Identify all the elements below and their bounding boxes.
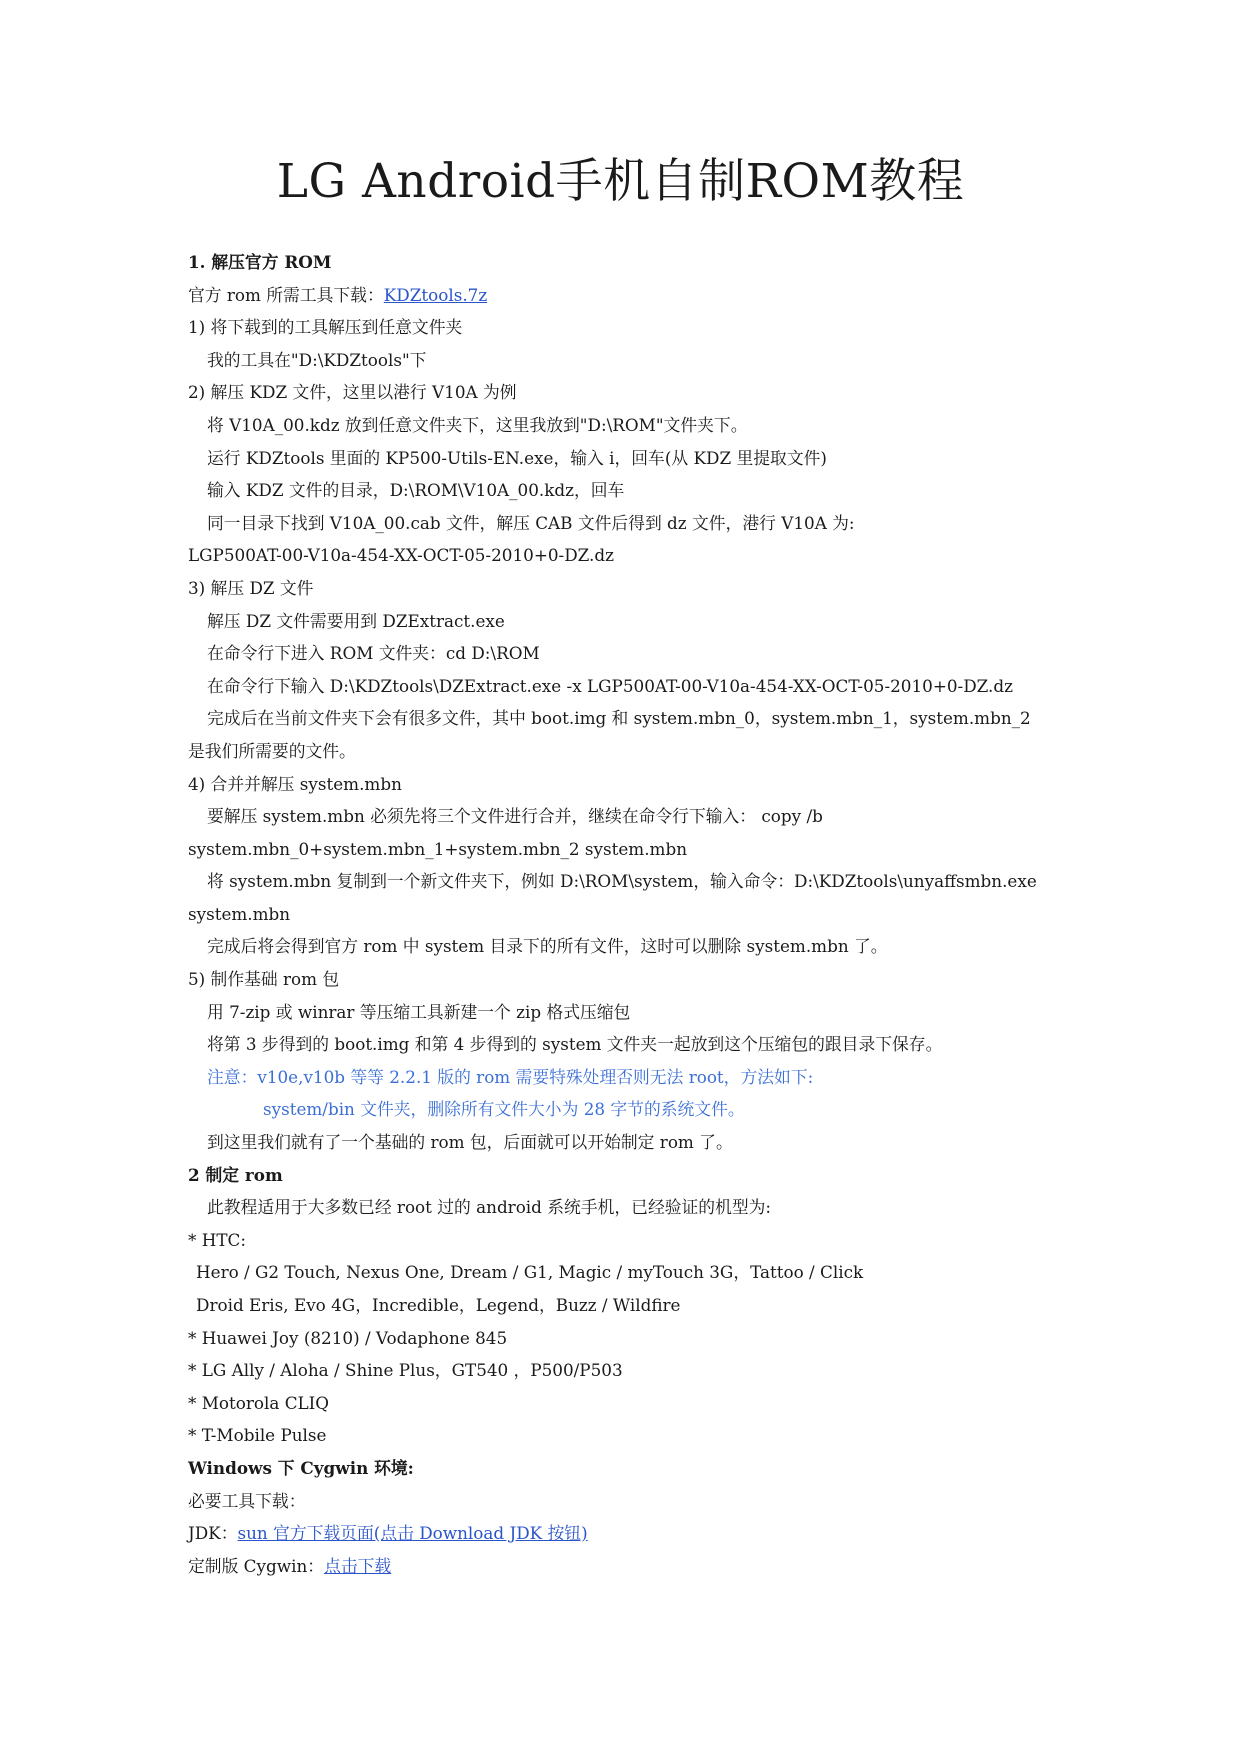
paragraph: 我的工具在"D:\KDZtools"下 — [207, 349, 427, 370]
paragraph: system.mbn_0+system.mbn_1+system.mbn_2 system.mbn — [188, 838, 688, 859]
list-item: * Motorola CLIQ — [188, 1392, 330, 1413]
paragraph: 同一目录下找到 V10A_00.cab 文件，解压 CAB 文件后得到 dz 文件，港行 V10A 为: — [207, 512, 855, 533]
paragraph: 在命令行下进入 ROM 文件夹：cd D:\ROM — [207, 643, 540, 664]
text: JDK： — [188, 1523, 238, 1544]
paragraph — [188, 1550, 1068, 1583]
paragraph: 是我们所需要的文件。 — [188, 740, 356, 761]
text: 官方 rom 所需工具下载： — [188, 284, 384, 305]
paragraph — [188, 1517, 1068, 1550]
paragraph: 到这里我们就有了一个基础的 rom 包，后面就可以开始制定 rom 了。 — [207, 1132, 733, 1153]
paragraph: 要解压 system.mbn 必须先将三个文件进行合并，继续在命令行下输入： copy /b — [207, 806, 823, 827]
kdztools-download-link[interactable]: KDZtools.7z — [383, 284, 488, 305]
list-item: Droid Eris, Evo 4G，Incredible，Legend，Buzz / Wildfire — [196, 1295, 681, 1315]
paragraph: 在命令行下输入 D:\KDZtools\DZExtract.exe -x LGP500AT-00-V10a-454-XX-OCT-05-2010+0-DZ.dz — [207, 675, 1013, 696]
paragraph: 此教程适用于大多数已经 root 过的 android 系统手机，已经验证的机型为: — [207, 1197, 772, 1218]
note-text: 注意：v10e,v10b 等等 2.2.1 版的 rom 需要特殊处理否则无法 root，方法如下: — [207, 1066, 814, 1087]
list-item: * HTC: — [188, 1229, 247, 1250]
paragraph: 完成后将会得到官方 rom 中 system 目录下的所有文件，这时可以删除 system.mbn 了。 — [207, 936, 888, 957]
paragraph: 必要工具下载： — [188, 1490, 306, 1511]
paragraph: 运行 KDZtools 里面的 KP500-Utils-EN.exe，输入 i，回车(从 KDZ 里提取文件) — [207, 447, 827, 468]
step-heading: 2) 解压 KDZ 文件，这里以港行 V10A 为例 — [188, 382, 517, 403]
step-heading: 1) 将下载到的工具解压到任意文件夹 — [188, 317, 463, 338]
paragraph: 完成后在当前文件夹下会有很多文件，其中 boot.img 和 system.mbn_0，system.mbn_1，system.mbn_2 — [207, 708, 1031, 729]
list-item: * T-Mobile Pulse — [188, 1425, 327, 1446]
step-heading: 3) 解压 DZ 文件 — [188, 577, 314, 598]
paragraph: LGP500AT-00-V10a-454-XX-OCT-05-2010+0-DZ.dz — [188, 545, 614, 566]
section-heading: 2 制定 rom — [188, 1164, 283, 1185]
note-text: system/bin 文件夹，删除所有文件大小为 28 字节的系统文件。 — [263, 1099, 745, 1120]
document-body — [188, 246, 1068, 1582]
paragraph: 将 V10A_00.kdz 放到任意文件夹下，这里我放到"D:\ROM"文件夹下。 — [207, 414, 748, 435]
section-heading: Windows 下 Cygwin 环境: — [188, 1457, 414, 1478]
paragraph: 将第 3 步得到的 boot.img 和第 4 步得到的 system 文件夹一起放到这个压缩包的跟目录下保存。 — [207, 1034, 943, 1055]
paragraph: 用 7-zip 或 winrar 等压缩工具新建一个 zip 格式压缩包 — [207, 1001, 631, 1022]
section-heading: 1. 解压官方 ROM — [188, 252, 332, 272]
cygwin-download-link[interactable]: 点击下载 — [324, 1555, 392, 1576]
paragraph: 将 system.mbn 复制到一个新文件夹下，例如 D:\ROM\system，输入命令：D:\KDZtools\unyaffsmbn.exe — [207, 871, 1037, 892]
paragraph: 输入 KDZ 文件的目录，D:\ROM\V10A_00.kdz，回车 — [207, 480, 625, 501]
list-item: Hero / G2 Touch, Nexus One, Dream / G1, Magic / myTouch 3G，Tattoo / Click — [196, 1262, 864, 1283]
paragraph: 解压 DZ 文件需要用到 DZExtract.exe — [207, 610, 505, 631]
text: 定制版 Cygwin： — [188, 1555, 325, 1576]
paragraph — [188, 279, 1068, 312]
document-title: LG Android手机自制ROM教程 — [276, 154, 965, 209]
jdk-download-link[interactable]: sun 官方下载页面(点击 Download JDK 按钮) — [237, 1523, 588, 1544]
step-heading: 5) 制作基础 rom 包 — [188, 969, 340, 990]
list-item: * Huawei Joy (8210) / Vodaphone 845 — [188, 1327, 508, 1348]
list-item: * LG Ally / Aloha / Shine Plus，GT540 ，P500/P503 — [188, 1360, 623, 1381]
paragraph: system.mbn — [188, 903, 291, 924]
step-heading: 4) 合并并解压 system.mbn — [188, 773, 402, 794]
